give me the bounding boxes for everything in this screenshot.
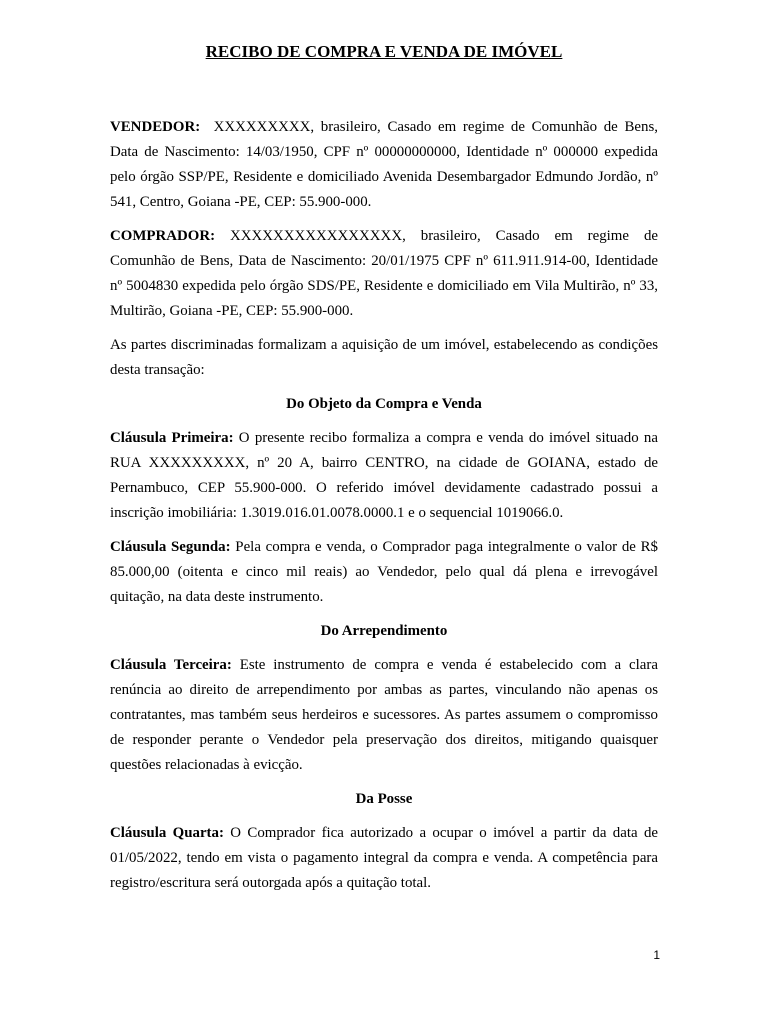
clausula-segunda-label: Cláusula Segunda: bbox=[110, 539, 231, 555]
document-title: RECIBO DE COMPRA E VENDA DE IMÓVEL bbox=[205, 42, 563, 61]
comprador-label: COMPRADOR: bbox=[110, 228, 216, 244]
page-number: 1 bbox=[653, 948, 660, 962]
clausula-quarta-label: Cláusula Quarta: bbox=[110, 825, 224, 841]
clausula-terceira bbox=[110, 653, 658, 778]
clausula-quarta bbox=[110, 821, 658, 896]
vendedor-text: XXXXXXXXX, brasileiro, Casado em regime de Comunhão de Bens, Data de Nascimento: 14/03/1950, CPF nº 00000000000, Identidade nº 000000 expedida pelo órgão SSP/PE, Residente e domiciliado Avenida Desembargador Edmundo Jordão, nº 541, Centro, Goiana -PE, CEP: 55.900-000. bbox=[110, 119, 662, 210]
comprador-paragraph bbox=[110, 224, 658, 324]
clausula-primeira-label: Cláusula Primeira: bbox=[110, 430, 234, 446]
clausula-segunda bbox=[110, 535, 658, 610]
clausula-primeira bbox=[110, 426, 658, 526]
clausula-primeira-text: O presente recibo formaliza a compra e venda do imóvel situado na RUA XXXXXXXXX, nº 20 A, bairro CENTRO, na cidade de GOIANA, estado de Pernambuco, CEP 55.900-000. O referido imóvel devidamente cadastrado possui a inscrição imobiliária: 1.3019.016.01.0078.0000.1 e o sequencial 1019066.0. bbox=[110, 430, 658, 521]
clausula-terceira-text: Este instrumento de compra e venda é estabelecido com a clara renúncia ao direito de arrependimento por ambas as partes, vinculando não apenas os contratantes, mas também seus herdeiros e sucessores. As partes assumem o compromisso de responder perante o Vendedor pela preservação dos direitos, mitigando quaisquer questões relacionadas à evicção. bbox=[110, 657, 658, 773]
comprador-text: XXXXXXXXXXXXXXXX, brasileiro, Casado em regime de Comunhão de Bens, Data de Nascimento: 20/01/1975 CPF nº 611.911.914-00, Identidade nº 5004830 expedida pelo órgão SDS/PE, Residente e domiciliado em Vila Multirão, nº 33, Multirão, Goiana -PE, CEP: 55.900-000. bbox=[110, 228, 658, 319]
clausula-terceira-label: Cláusula Terceira: bbox=[110, 657, 232, 673]
document-body bbox=[110, 115, 662, 905]
section-heading-posse: Da Posse bbox=[355, 791, 413, 807]
clausula-quarta-text: O Comprador fica autorizado a ocupar o imóvel a partir da data de 01/05/2022, tendo em vista o pagamento integral da compra e venda. A competência para registro/escritura será outorgada após a quitação total. bbox=[110, 825, 658, 891]
vendedor-paragraph bbox=[110, 115, 662, 215]
intro-paragraph: As partes discriminadas formalizam a aquisição de um imóvel, estabelecendo as condições desta transação: bbox=[110, 337, 658, 378]
vendedor-label: VENDEDOR: bbox=[110, 119, 201, 135]
section-heading-arrependimento: Do Arrependimento bbox=[320, 623, 448, 639]
section-heading-objeto: Do Objeto da Compra e Venda bbox=[286, 396, 482, 412]
clausula-segunda-text: Pela compra e venda, o Comprador paga integralmente o valor de R$ 85.000,00 (oitenta e cinco mil reais) ao Vendedor, pelo qual dá plena e irrevogável quitação, na data deste instrumento. bbox=[110, 539, 658, 605]
